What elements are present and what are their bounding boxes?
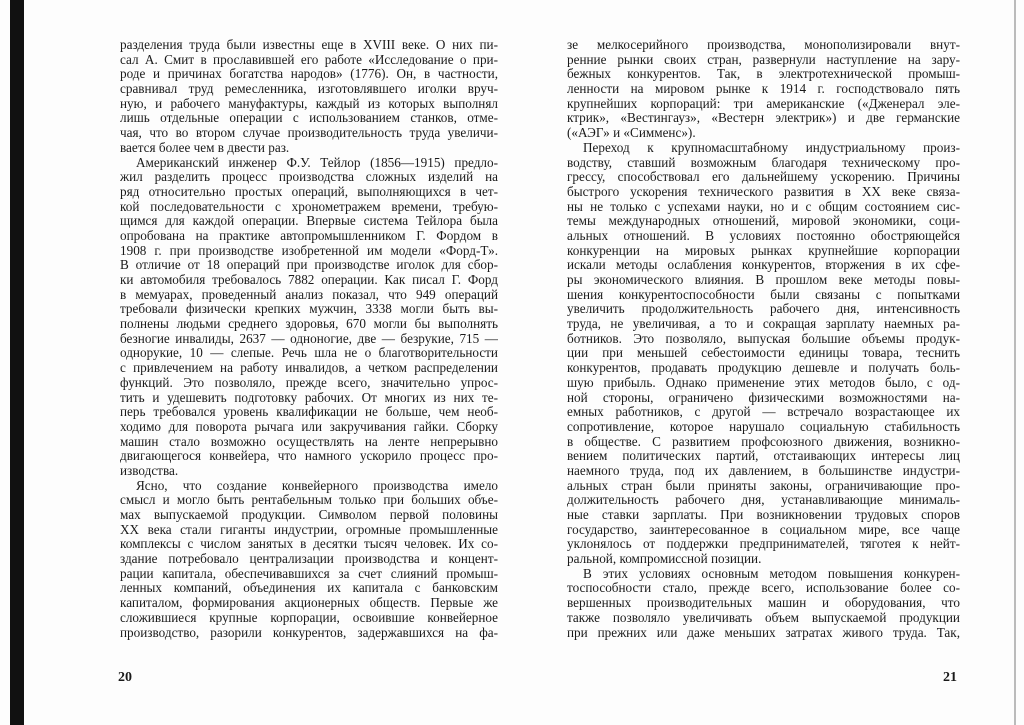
- text-line: роде и причинах богатства народов» (1776). Он, в частности,: [120, 67, 498, 82]
- paragraph: [567, 141, 960, 567]
- text-line: («АЭГ» и «Симменс»).: [567, 126, 696, 141]
- text-line: ходимо для поворота рычага или закручивания гайки. Сборку: [120, 419, 498, 434]
- text-line: при прежних или даже меньших затратах живого труда. Так,: [567, 625, 960, 640]
- page-number-right: 21: [943, 670, 957, 685]
- text-line: тить и удешевить подготовку рабочих. От многих из них те-: [120, 390, 498, 405]
- text-line: разделения труда были известны еще в XVIII веке. О них пи-: [120, 38, 498, 52]
- text-line: альных отношений. В условиях постоянно обостряющейся: [567, 228, 960, 243]
- text-line: ные ставки зарплаты. При возникновении трудовых споров: [567, 508, 960, 522]
- text-line: тоспособности стало, прежде всего, использование более со-: [567, 581, 960, 596]
- text-line: XX века стали гиганты индустрии, огромные промышленные: [120, 522, 498, 537]
- text-line: ленных компаний, объединения их капитала с банковским: [120, 581, 498, 596]
- text-line: однорукие, 10 — слепые. Речь шла не о благотворительности: [120, 346, 498, 361]
- text-line: ки автомобиля требовалось 7882 операции. Как писал Г. Форд: [120, 273, 498, 287]
- text-line: в обществе. С развитием профсоюзного движения, возникно-: [567, 434, 960, 449]
- text-line: также позволяло увеличивать объем выпускаемой продукции: [567, 610, 960, 625]
- text-line: конкурентов, продавать продукцию дешевле и получать боль-: [567, 361, 960, 376]
- text-line: чая, что во втором случае производительность труда увеличи-: [120, 126, 498, 141]
- text-line: государство, заинтересованное в социальном мире, все чаще: [567, 522, 960, 537]
- text-line: Переход к крупномасштабному индустриальному произ-: [583, 140, 960, 155]
- text-line: рации капитала, обеспечивавшихся за счет слияний промыш-: [120, 566, 498, 581]
- text-line: вается более чем в двести раз.: [120, 140, 290, 155]
- text-line: водству, ставший возможным благодаря техническому про-: [567, 155, 960, 170]
- text-line: сравнивал труд ремесленника, изготовлявшего иголки вруч-: [120, 82, 498, 97]
- text-line: лишь отдельные операции с использованием станков, отме-: [120, 111, 498, 126]
- text-line: должительность рабочего дня, устанавливающие минималь-: [567, 493, 960, 508]
- text-line: ной стороны, ограничено физическими возможностями на-: [567, 390, 960, 405]
- text-line: бежных конкурентов. Так, в электротехнической промыш-: [567, 67, 960, 82]
- text-line: двигающегося конвейера, что намного ускорило процесс про-: [120, 449, 498, 464]
- text-line: 1908 г. при производстве изобретенной им модели «Форд-Т».: [120, 243, 498, 258]
- text-line: ральной, компромиссной позиции.: [567, 552, 762, 567]
- text-line: Ясно, что создание конвейерного производства имело: [136, 478, 498, 493]
- text-line: здание потребовало централизации производства и концент-: [120, 552, 498, 567]
- text-line: В этих условиях основным методом повышения конкурен-: [583, 566, 960, 581]
- text-line: производство, разорили конкурентов, задержавшихся на фа-: [120, 625, 498, 640]
- text-line: ряд относительно простых операций, выполняющихся в чет-: [120, 184, 498, 199]
- right-page-text: [567, 38, 960, 640]
- text-line: темы международных отношений, мировой экономики, соци-: [567, 214, 960, 229]
- text-line: сложившиеся крупные корпорации, освоившие конвейерное: [120, 610, 498, 625]
- text-line: шую прибыль. Однако применение этих методов было, с од-: [567, 375, 960, 390]
- text-line: Американский инженер Ф.У. Тейлор (1856—1915) предло-: [136, 155, 498, 170]
- text-line: изводства.: [120, 463, 179, 478]
- text-line: сал А. Смит в прославившей его работе «Исследование о при-: [120, 52, 498, 67]
- text-line: мах выпускаемой продукции. Символом первой половины: [120, 508, 498, 522]
- paragraph: [567, 567, 960, 640]
- text-line: кой последовательности с хронометражем времени, требую-: [120, 199, 498, 214]
- text-line: безногие инвалиды, 2637 — одноногие, две — безрукие, 715 —: [120, 331, 498, 346]
- paragraph: [567, 38, 960, 141]
- text-line: ры экономического влияния. В прошлом веке методы повы-: [567, 273, 960, 287]
- text-line: уклонялось от поддержки предпринимателей, тяготея к нейт-: [567, 537, 960, 552]
- text-line: конкуренции на мировых рынках крупнейшие корпорации: [567, 243, 960, 258]
- text-line: функций. Это позволяло, прежде всего, значительно упрос-: [120, 375, 498, 390]
- text-line: смысл и могло быть рентабельным только при больших объе-: [120, 493, 498, 508]
- text-line: в мемуарах, проведенный анализ показал, что 949 операций: [120, 287, 498, 302]
- text-line: сопротивление, которое нарушало социальную стабильность: [567, 419, 960, 434]
- text-line: ны не только с успехами науки, но и с общим состоянием сис-: [567, 199, 960, 214]
- text-line: наемного труда, под их давлением, в большинстве индустри-: [567, 463, 960, 478]
- text-line: ботников. Это позволяло, выпуская большие объемы продук-: [567, 331, 960, 346]
- text-line: быстрого ускорения технического развития в XX веке связа-: [567, 184, 960, 199]
- paragraph: [120, 156, 498, 479]
- text-line: опробована на практике автопромышленником Г. Фордом в: [120, 228, 498, 243]
- text-line: увеличить продолжительность рабочего дня, интенсивность: [567, 302, 960, 317]
- text-line: перь требовался уровень квалификации не больше, чем необ-: [120, 405, 498, 420]
- text-line: ленности на мировом рынке к 1914 г. господствовало пять: [567, 82, 960, 97]
- text-line: ктрик», «Вестингауз», «Вестерн электрик») и две германские: [567, 111, 960, 126]
- text-line: полнены людьми среднего здоровья, 670 могли бы выполнять: [120, 317, 498, 332]
- text-line: машин стало возможно осуществлять на ленте непрерывно: [120, 434, 498, 449]
- text-line: жил разделить процесс производства сложных изделий на: [120, 170, 498, 185]
- scan-edge-right: [1014, 0, 1016, 725]
- left-page-text: [120, 38, 498, 640]
- text-line: зе мелкосерийного производства, монополизировали внут-: [567, 38, 960, 52]
- text-line: грессу, способствовал его дальнейшему ускорению. Причины: [567, 170, 960, 185]
- paragraph: [120, 479, 498, 641]
- text-line: с привлечением на работу инвалидов, а четком распределении: [120, 361, 498, 376]
- text-line: емных работников, с другой — встречало возрастающее их: [567, 405, 960, 420]
- text-line: искали методы ослабления конкурентов, вторжения в их сфе-: [567, 258, 960, 273]
- text-line: ренние рынки своих стран, развернули наступление на зару-: [567, 52, 960, 67]
- text-line: капиталом, формирования акционерных обществ. Первые же: [120, 596, 498, 611]
- text-line: шения конкурентоспособности были связаны с попытками: [567, 287, 960, 302]
- text-line: вением политических партий, отстаивающих интересы лиц: [567, 449, 960, 464]
- text-line: В отличие от 18 операций при производстве иголок для сбор-: [120, 258, 498, 273]
- text-line: труда, не увеличивая, а то и сокращая зарплату наемных ра-: [567, 317, 960, 332]
- text-line: крупнейших корпораций: три американские («Дженерал эле-: [567, 96, 960, 111]
- text-line: ции при меньшей себестоимости единицы товара, теснить: [567, 346, 960, 361]
- text-line: требовали физически крепких мужчин, 3338 могли быть вы-: [120, 302, 498, 317]
- text-line: ную, и рабочего мануфактуры, каждый из которых выполнял: [120, 96, 498, 111]
- text-line: комплексы с числом занятых в десятки тысяч человек. Их со-: [120, 537, 498, 552]
- page-number-left: 20: [118, 670, 132, 685]
- text-line: альных стран были приняты законы, ограничивающие про-: [567, 478, 960, 493]
- paragraph: [120, 38, 498, 156]
- text-line: вершенных производительных машин и оборудования, что: [567, 596, 960, 611]
- text-line: щимся для каждой операции. Впервые система Тейлора была: [120, 214, 498, 229]
- scan-edge-shadow: [10, 0, 24, 725]
